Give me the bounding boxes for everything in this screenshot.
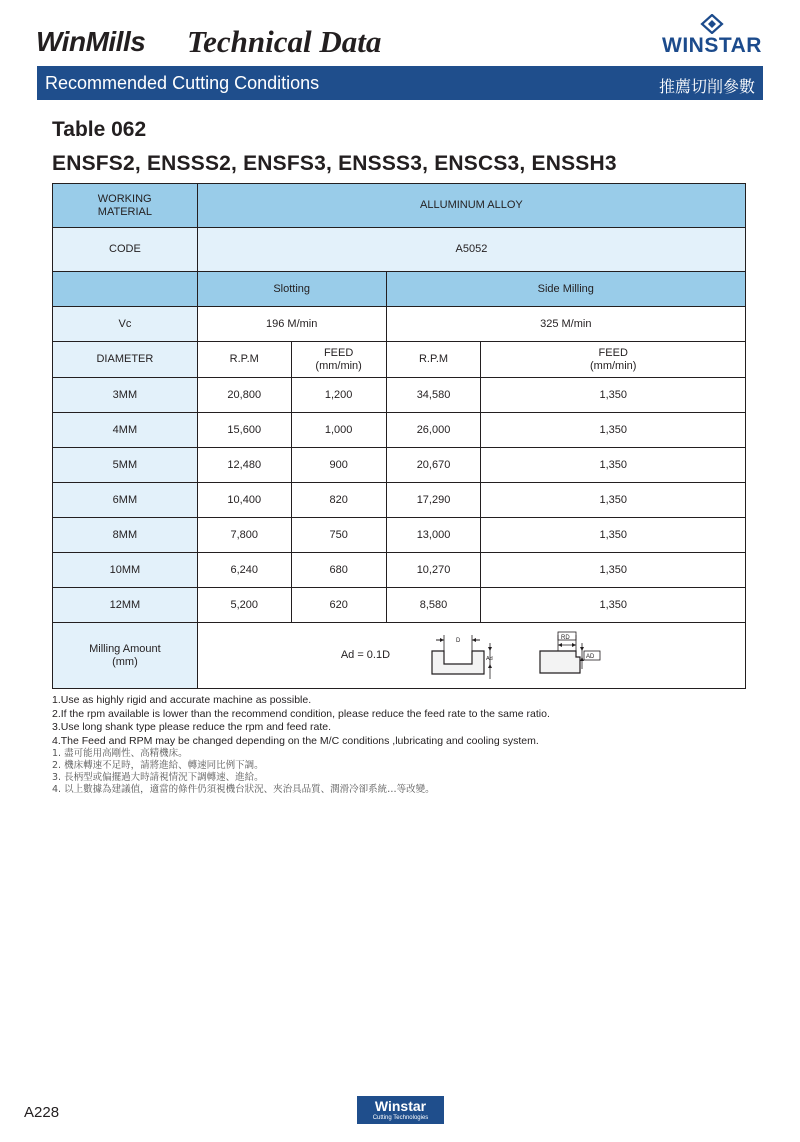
diagram-label-ad-side: AD [585,654,595,660]
diameter-cell: 3MM [53,378,198,413]
code-row [53,228,746,272]
star-emblem-icon [700,14,724,34]
side-feed-cell: 1,350 [481,448,746,483]
slot-rpm-cell: 6,240 [197,553,291,588]
note-item: 3.Use long shank type please reduce the rpm and feed rate. [52,721,332,733]
diagram-label-rd: RD [560,635,570,641]
slot-rpm-cell: 10,400 [197,483,291,518]
slot-rpm-cell: 12,480 [197,448,291,483]
side-rpm-cell: 26,000 [386,413,481,448]
product-codes: ENSFS2, ENSSS2, ENSFS3, ENSSS3, ENSCS3, ENSSH3 [52,152,617,175]
logo-text: WINSTAR [662,34,762,57]
side-feed-cell: 1,350 [481,553,746,588]
footer-logo-sub: Cutting Technologies [372,1115,429,1121]
brand-name: WinMills [36,26,146,57]
section-banner [37,66,763,100]
code-label: CODE [53,228,198,272]
diameter-cell: 4MM [53,413,198,448]
banner-title: Recommended Cutting Conditions [45,73,320,93]
slot-rpm-cell: 20,800 [197,378,291,413]
slot-feed-header: FEED (mm/min) [291,342,386,378]
vc-side-milling: 325 M/min [386,307,745,342]
note-item: 2.If the rpm available is lower than the recommend condition, please reduce the feed rate to the same ratio. [52,707,550,720]
diagram-label-d: D [455,638,461,644]
milling-amount-row [53,623,746,689]
document-title: Technical Data [187,24,382,59]
note-item: 1.Use as highly rigid and accurate machine as possible. [52,694,312,706]
operation-corner [53,272,198,307]
side-rpm-cell: 20,670 [386,448,481,483]
milling-amount-value: Ad = 0.1D [340,649,391,661]
notes-chinese [52,748,435,796]
note-item-zh: 2. 機床轉速不足時，請將進給、轉速同比例下調。 [52,760,264,771]
table-row [53,378,746,413]
side-rpm-cell: 8,580 [386,588,481,623]
side-rpm-cell: 17,290 [386,483,481,518]
slot-feed-cell: 1,000 [291,413,386,448]
slot-rpm-cell: 7,800 [197,518,291,553]
diagram-label-ad: Ad [485,656,493,662]
column-header-row [53,342,746,378]
page-number: A228 [24,1104,60,1121]
note-item-zh: 3. 長柄型或偏擺過大時請視情況下調轉速、進給。 [52,772,264,783]
side-rpm-header: R.P.M [386,342,481,378]
table-row [53,588,746,623]
diameter-cell: 12MM [53,588,198,623]
table-row [53,413,746,448]
slot-feed-cell: 750 [291,518,386,553]
note-item-zh: 1. 盡可能用高剛性、高精機床。 [52,748,188,759]
side-feed-cell: 1,350 [481,518,746,553]
diameter-cell: 8MM [53,518,198,553]
slot-rpm-cell: 15,600 [197,413,291,448]
slot-rpm-cell: 5,200 [197,588,291,623]
footer-logo [357,1096,444,1124]
table-row [53,448,746,483]
milling-amount-cell [197,623,745,689]
side-rpm-cell: 10,270 [386,553,481,588]
vc-row [53,307,746,342]
milling-amount-label: Milling Amount (mm) [53,623,198,689]
footer-logo-main: Winstar [374,1098,427,1114]
side-feed-cell: 1,350 [481,483,746,518]
cutting-conditions-table [52,183,746,689]
slot-feed-cell: 1,200 [291,378,386,413]
diameter-cell: 5MM [53,448,198,483]
table-row [53,518,746,553]
side-rpm-cell: 13,000 [386,518,481,553]
notes-english [52,694,550,748]
winstar-logo [658,14,766,58]
slotting-diagram-icon [430,631,502,681]
note-item: 4.The Feed and RPM may be changed depending on the M/C conditions ,lubricating and cooling system. [52,734,539,747]
slot-feed-cell: 680 [291,553,386,588]
side-rpm-cell: 34,580 [386,378,481,413]
diameter-cell: 10MM [53,553,198,588]
banner-title-chinese: 推薦切削參數 [658,77,755,96]
working-material-value: ALLUMINUM ALLOY [197,184,745,228]
side-feed-cell: 1,350 [481,588,746,623]
slot-feed-cell: 620 [291,588,386,623]
slot-feed-cell: 900 [291,448,386,483]
side-milling-diagram-icon [536,629,616,679]
vc-slotting: 196 M/min [197,307,386,342]
side-milling-header: Side Milling [386,272,745,307]
slot-feed-cell: 820 [291,483,386,518]
code-value: A5052 [197,228,745,272]
operation-row [53,272,746,307]
slotting-header: Slotting [197,272,386,307]
diameter-cell: 6MM [53,483,198,518]
side-feed-header: FEED (mm/min) [481,342,746,378]
slot-rpm-header: R.P.M [197,342,291,378]
table-row [53,483,746,518]
diameter-header: DIAMETER [53,342,198,378]
table-row [53,553,746,588]
vc-label: Vc [53,307,198,342]
table-number: Table 062 [52,118,147,141]
working-material-label: WORKING MATERIAL [53,184,198,228]
side-feed-cell: 1,350 [481,413,746,448]
material-row [53,184,746,228]
note-item-zh: 4. 以上數據為建議值，適當的條件仍須視機台狀況、夾治具品質、潤滑冷卻系統…等改變。 [52,784,435,795]
side-feed-cell: 1,350 [481,378,746,413]
